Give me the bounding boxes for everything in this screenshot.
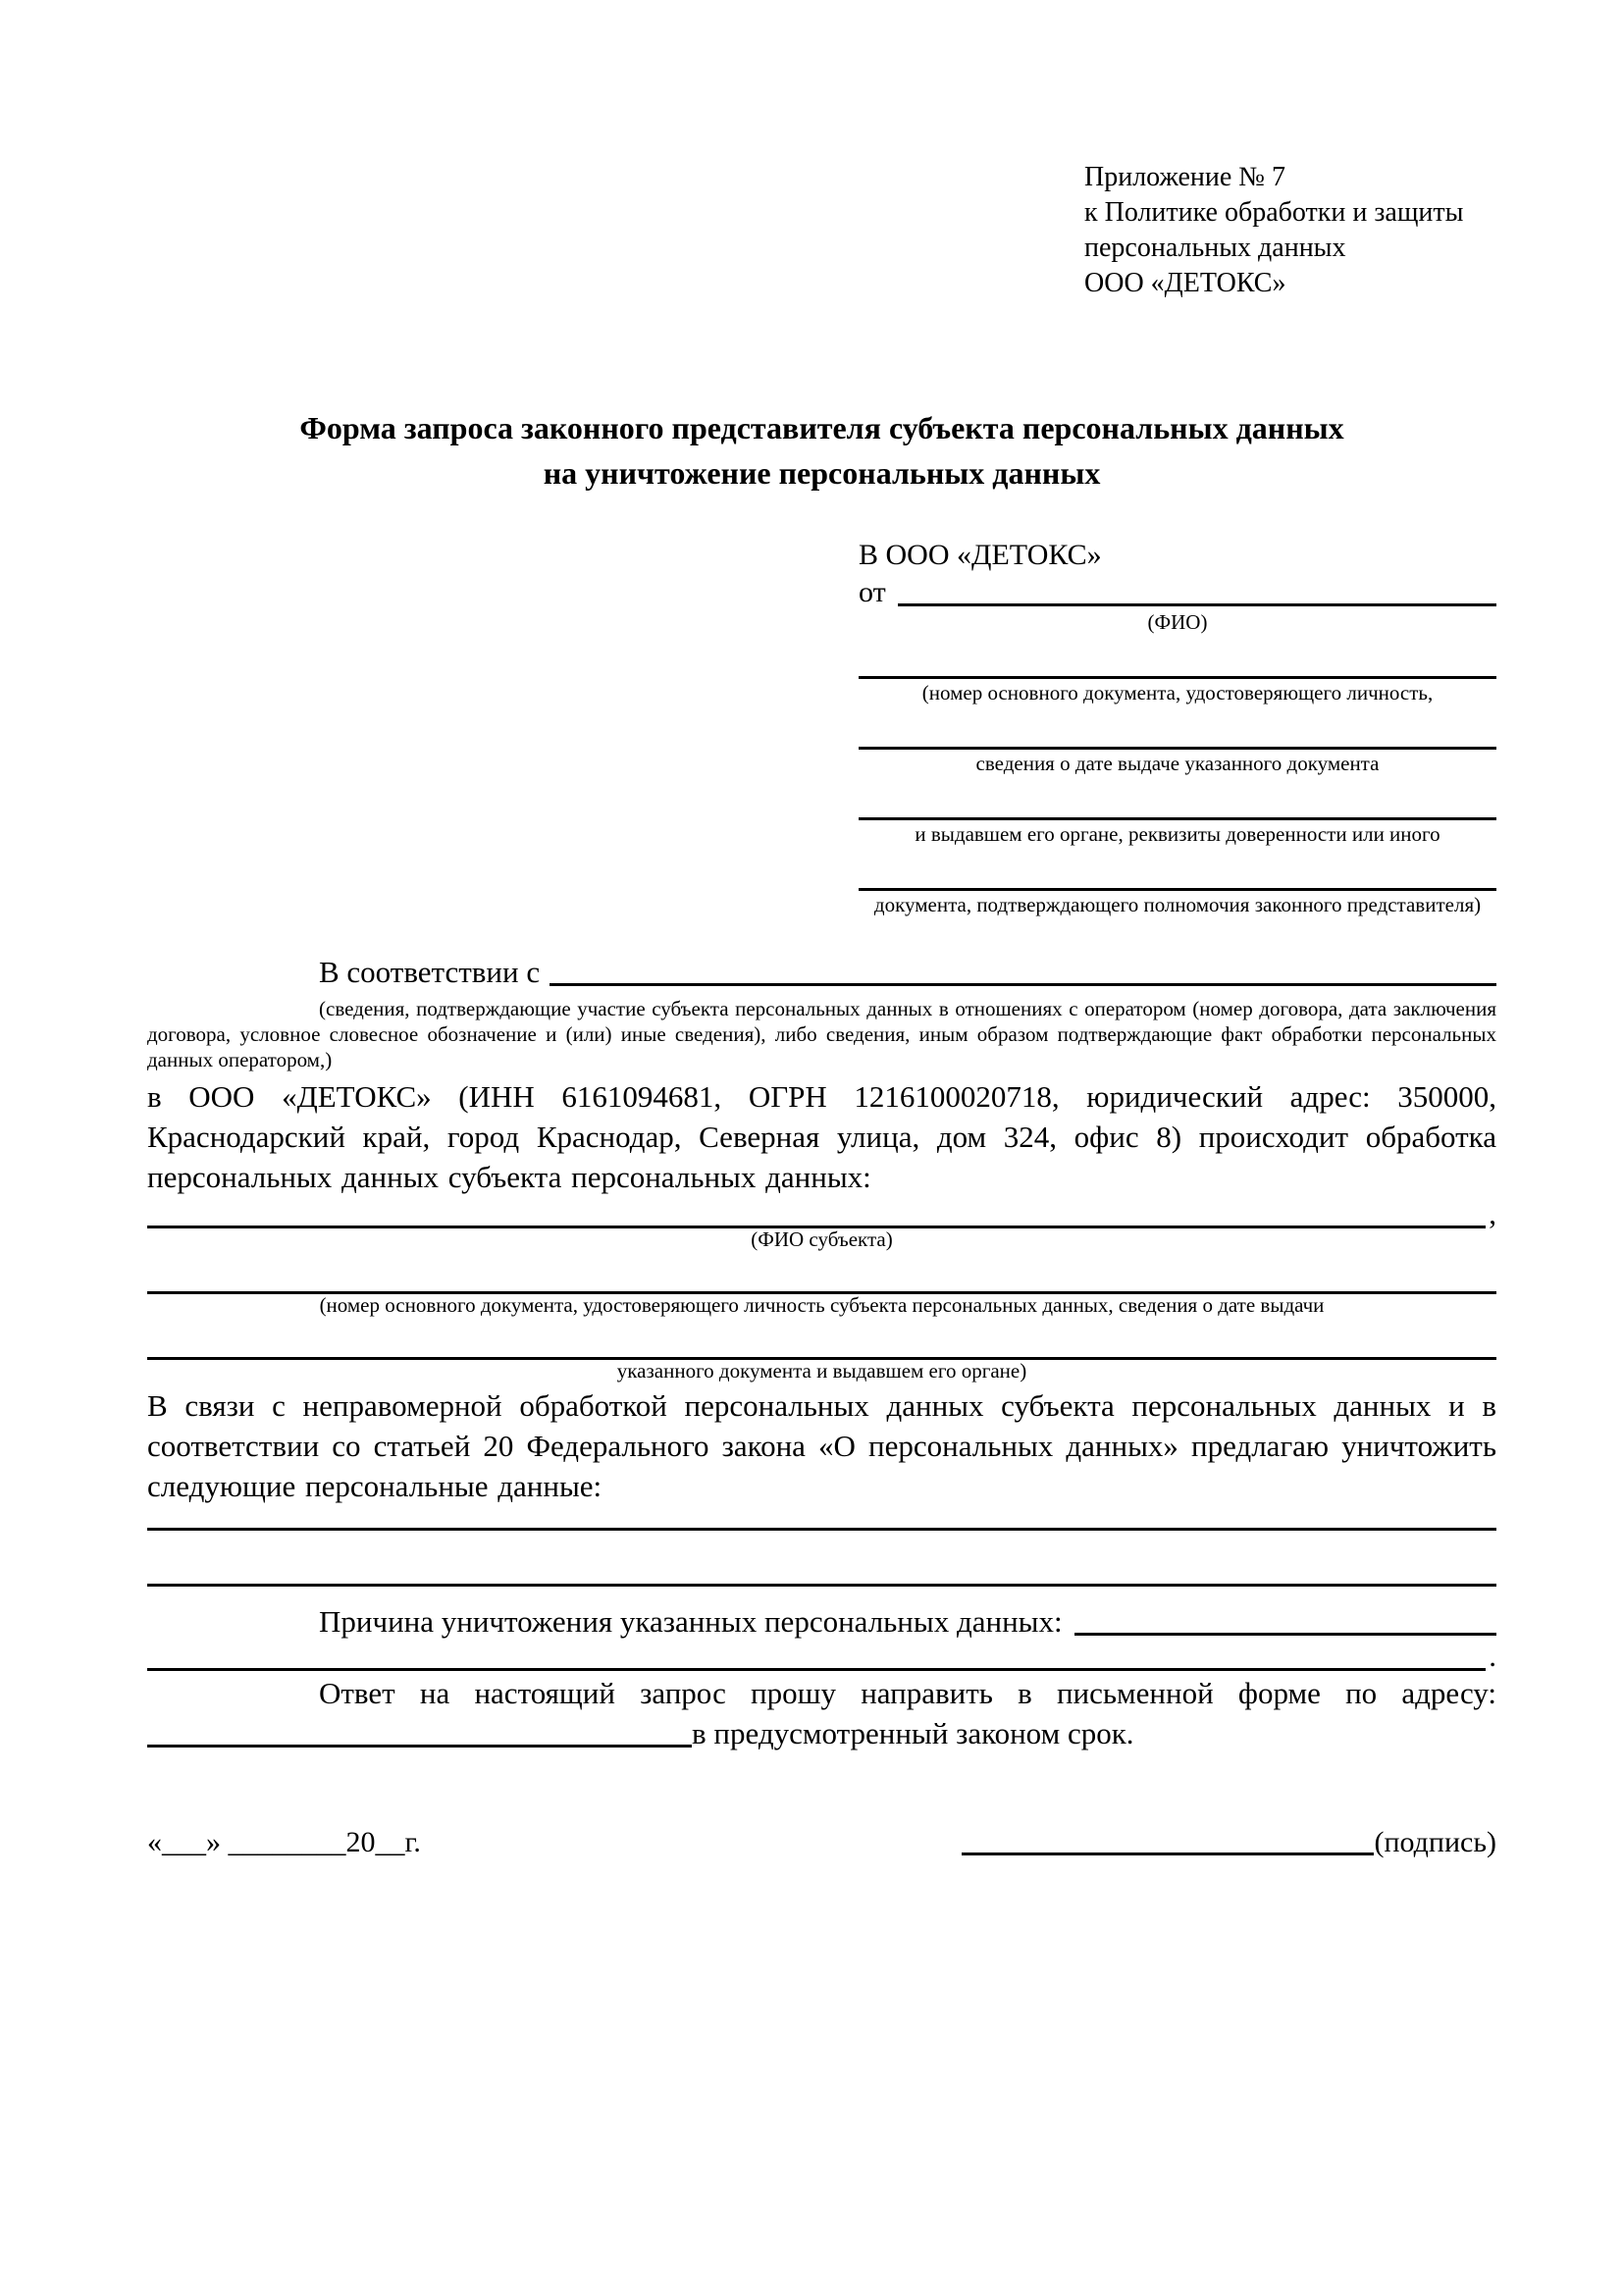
subject-fio-trailing-comma: , bbox=[1489, 1196, 1496, 1230]
subject-doc-row-2 bbox=[147, 1330, 1496, 1360]
appendix-header-line: к Политике обработки и защиты bbox=[1084, 197, 1464, 228]
representative-doc-group bbox=[859, 788, 1496, 845]
accordance-label: В соответствии с bbox=[319, 955, 541, 989]
appendix-header-line: ООО «ДЕТОКС» bbox=[1084, 268, 1286, 298]
request-paragraph: В связи с неправомерной обработкой персональных данных субъекта персональных данных и в соответствии со статьей 20 Федерального закона «О персональных данных» предлагаю уничтожить следующие персональные данные: bbox=[147, 1388, 1496, 1503]
subject-doc-row bbox=[147, 1264, 1496, 1294]
accordance-note: (сведения, подтверждающие участие субъекта персональных данных в отношениях с оператором (номер договора, дата заключения договора, условное словесное обозначение и (или) иные сведения), либо сведения, иным образом подтверждающие факт обработки персональных данных оператором,) bbox=[147, 997, 1496, 1071]
representative-doc-group bbox=[859, 859, 1496, 915]
response-address-field bbox=[147, 1745, 692, 1748]
from-fio-field bbox=[898, 574, 1496, 606]
operator-paragraph: в ООО «ДЕТОКС» (ИНН 6161094681, ОГРН 1216100020718, юридический адрес: 350000, Краснодарский край, город Краснодар, Северная улица, дом 324, офис 8) происходит обработка персональных данных субъекта персональных данных: bbox=[147, 1079, 1496, 1194]
from-label: от bbox=[859, 576, 886, 608]
representative-doc-group bbox=[859, 647, 1496, 704]
data-to-destroy-field-2 bbox=[147, 1560, 1496, 1587]
doc-number-field bbox=[859, 647, 1496, 679]
subject-fio-caption: (ФИО субъекта) bbox=[751, 1227, 893, 1251]
subject-fio-field bbox=[147, 1202, 1486, 1228]
data-to-destroy-field-1 bbox=[147, 1508, 1496, 1531]
appendix-header-line: персональных данных bbox=[1084, 233, 1346, 263]
page-title-line: Форма запроса законного представителя субъекта персональных данных bbox=[299, 410, 1344, 445]
page-title-line: на уничтожение персональных данных bbox=[543, 455, 1101, 491]
subject-doc-field-2 bbox=[147, 1330, 1496, 1360]
signature-caption: (подпись) bbox=[1374, 1826, 1496, 1858]
reason-label: Причина уничтожения указанных персональных данных: bbox=[319, 1604, 1063, 1639]
response-paragraph: Ответ на настоящий запрос прошу направить в письменной форме по адресу: bbox=[319, 1676, 1496, 1710]
doc-issuer-field bbox=[859, 788, 1496, 820]
reason-continuation-field bbox=[147, 1644, 1486, 1671]
page-title bbox=[147, 405, 1496, 496]
accordance-field bbox=[550, 953, 1496, 986]
reason-field bbox=[1074, 1602, 1496, 1636]
response-address-row bbox=[147, 1713, 1496, 1753]
signoff-row bbox=[147, 1824, 1496, 1861]
accordance-row bbox=[147, 953, 1496, 992]
doc-issuer-caption: и выдавшем его органе, реквизиты доверенности или иного bbox=[915, 822, 1440, 846]
authority-doc-caption: документа, подтверждающего полномочия законного представителя) bbox=[873, 893, 1482, 916]
doc-issue-date-caption: сведения о дате выдаче указанного документа bbox=[975, 752, 1380, 775]
representative-doc-group bbox=[859, 717, 1496, 774]
authority-doc-field bbox=[859, 859, 1496, 891]
doc-number-caption: (номер основного документа, удостоверяющего личность, bbox=[921, 681, 1434, 704]
addressee-block bbox=[859, 537, 1496, 915]
subject-fio-row bbox=[147, 1196, 1496, 1230]
fio-caption: (ФИО) bbox=[1147, 610, 1208, 634]
appendix-header-line: Приложение № 7 bbox=[1084, 162, 1285, 192]
signature-field bbox=[962, 1852, 1374, 1855]
reason-trailing-period: . bbox=[1489, 1639, 1496, 1673]
reason-row bbox=[147, 1602, 1496, 1642]
date-blank: «___» ________20__г. bbox=[147, 1826, 421, 1858]
subject-doc-field bbox=[147, 1264, 1496, 1294]
doc-issue-date-field bbox=[859, 717, 1496, 750]
subject-doc-caption-1: (номер основного документа, удостоверяющего личность субъекта персональных данных, сведения о дате выдачи bbox=[319, 1293, 1325, 1317]
subject-doc-caption-2: указанного документа и выдавшем его органе) bbox=[616, 1359, 1027, 1383]
reason-continuation-row bbox=[147, 1639, 1496, 1673]
appendix-header bbox=[1084, 160, 1496, 301]
response-term-text: в предусмотренный законом срок. bbox=[692, 1716, 1134, 1750]
from-row bbox=[859, 574, 1496, 611]
addressee-to: В ООО «ДЕТОКС» bbox=[859, 539, 1102, 571]
signature-block bbox=[962, 1824, 1496, 1861]
